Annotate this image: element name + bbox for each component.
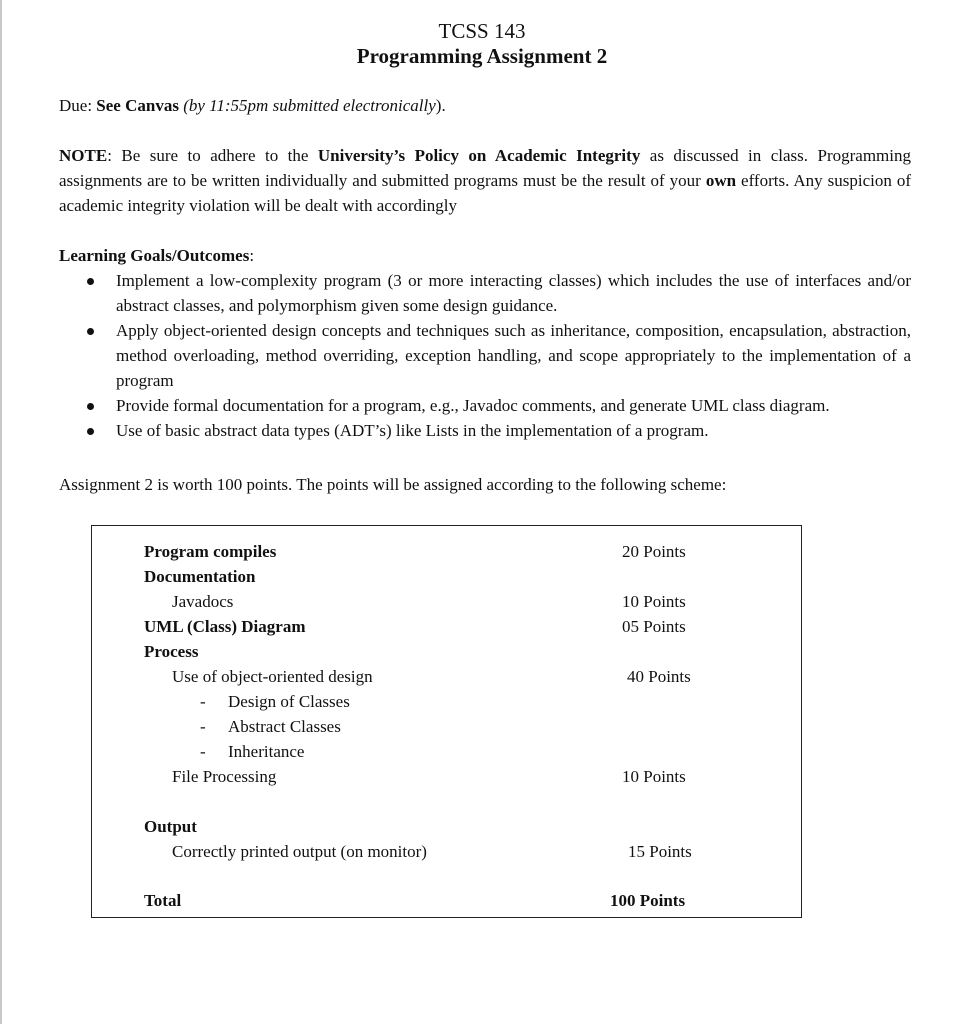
design-sub-item — [200, 740, 305, 764]
design-sub-text: Abstract Classes — [228, 717, 341, 736]
documentation-label: Documentation — [144, 567, 256, 586]
javadocs-points: 10 Points — [622, 592, 686, 611]
design-sub-item — [200, 715, 341, 739]
printed-output-label: Correctly printed output (on monitor) — [172, 842, 427, 861]
note-text-3: efforts. Any suspicion of academic integrity violation will be dealt with accordingly — [59, 171, 911, 215]
design-sub-text: Design of Classes — [228, 692, 350, 711]
file-processing-points: 10 Points — [622, 767, 686, 786]
course-title: TCSS 143 — [438, 19, 526, 43]
due-label: Due: — [59, 96, 97, 115]
goal-item — [0, 393, 911, 418]
goal-text: Implement a low-complexity program (3 or more interacting classes) which includes the use of interfaces and/or abstract classes, and polymorphism given some design guidance. — [116, 271, 911, 315]
points-intro: Assignment 2 is worth 100 points. The points will be assigned according to the following scheme: — [59, 475, 727, 494]
bullet-icon — [87, 403, 94, 410]
note-text-2: as discussed in class. Programming assignments are to be written individually and submitted programs must be the result of your — [59, 146, 911, 190]
javadocs-label: Javadocs — [172, 592, 234, 611]
note-text-1: : Be sure to adhere to the — [107, 146, 318, 165]
goals-heading-text: Learning Goals/Outcomes — [59, 246, 250, 265]
output-label: Output — [144, 817, 197, 836]
goal-text: Use of basic abstract data types (ADT’s) like Lists in the implementation of a program. — [116, 421, 709, 440]
dash-marker: - — [200, 692, 206, 711]
due-line — [59, 93, 911, 118]
printed-output-points: 15 Points — [628, 842, 692, 861]
uml-points: 05 Points — [622, 617, 686, 636]
oo-design-points: 40 Points — [627, 667, 691, 686]
assignment-title: Programming Assignment 2 — [356, 44, 608, 68]
compiles-label: Program compiles — [144, 542, 277, 561]
goal-item — [0, 268, 911, 318]
dash-marker: - — [200, 717, 206, 736]
total-points: 100 Points — [610, 891, 686, 910]
file-processing-label: File Processing — [172, 767, 277, 786]
own-emphasis: own — [705, 171, 737, 190]
bullet-icon — [87, 278, 94, 285]
goals-heading — [59, 243, 254, 268]
process-label: Process — [144, 642, 199, 661]
goals-list — [0, 268, 960, 443]
goals-heading-colon: : — [249, 246, 255, 265]
goal-text: Provide formal documentation for a program, e.g., Javadoc comments, and generate UML class diagram. — [116, 396, 830, 415]
bullet-icon — [87, 428, 94, 435]
integrity-note — [59, 143, 911, 218]
goal-text: Apply object-oriented design concepts and techniques such as inheritance, composition, encapsulation, abstraction, method overloading, method overriding, exception handling, and scope appropriately to the implementation of a program — [116, 321, 911, 390]
goal-item — [0, 318, 911, 393]
design-sub-text: Inheritance — [228, 742, 305, 761]
compiles-points: 20 Points — [622, 542, 686, 561]
oo-design-label: Use of object-oriented design — [172, 667, 373, 686]
goal-item — [0, 418, 911, 443]
due-detail: (by 11:55pm submitted electronically — [183, 96, 436, 115]
total-label: Total — [144, 891, 182, 910]
bullet-icon — [87, 328, 94, 335]
due-end: ). — [435, 96, 446, 115]
note-label: NOTE — [59, 146, 108, 165]
dash-marker: - — [200, 742, 206, 761]
due-where: See Canvas — [96, 96, 179, 115]
uml-label: UML (Class) Diagram — [144, 617, 306, 636]
policy-name: University’s Policy on Academic Integrity — [317, 146, 641, 165]
design-sub-item — [200, 690, 350, 714]
